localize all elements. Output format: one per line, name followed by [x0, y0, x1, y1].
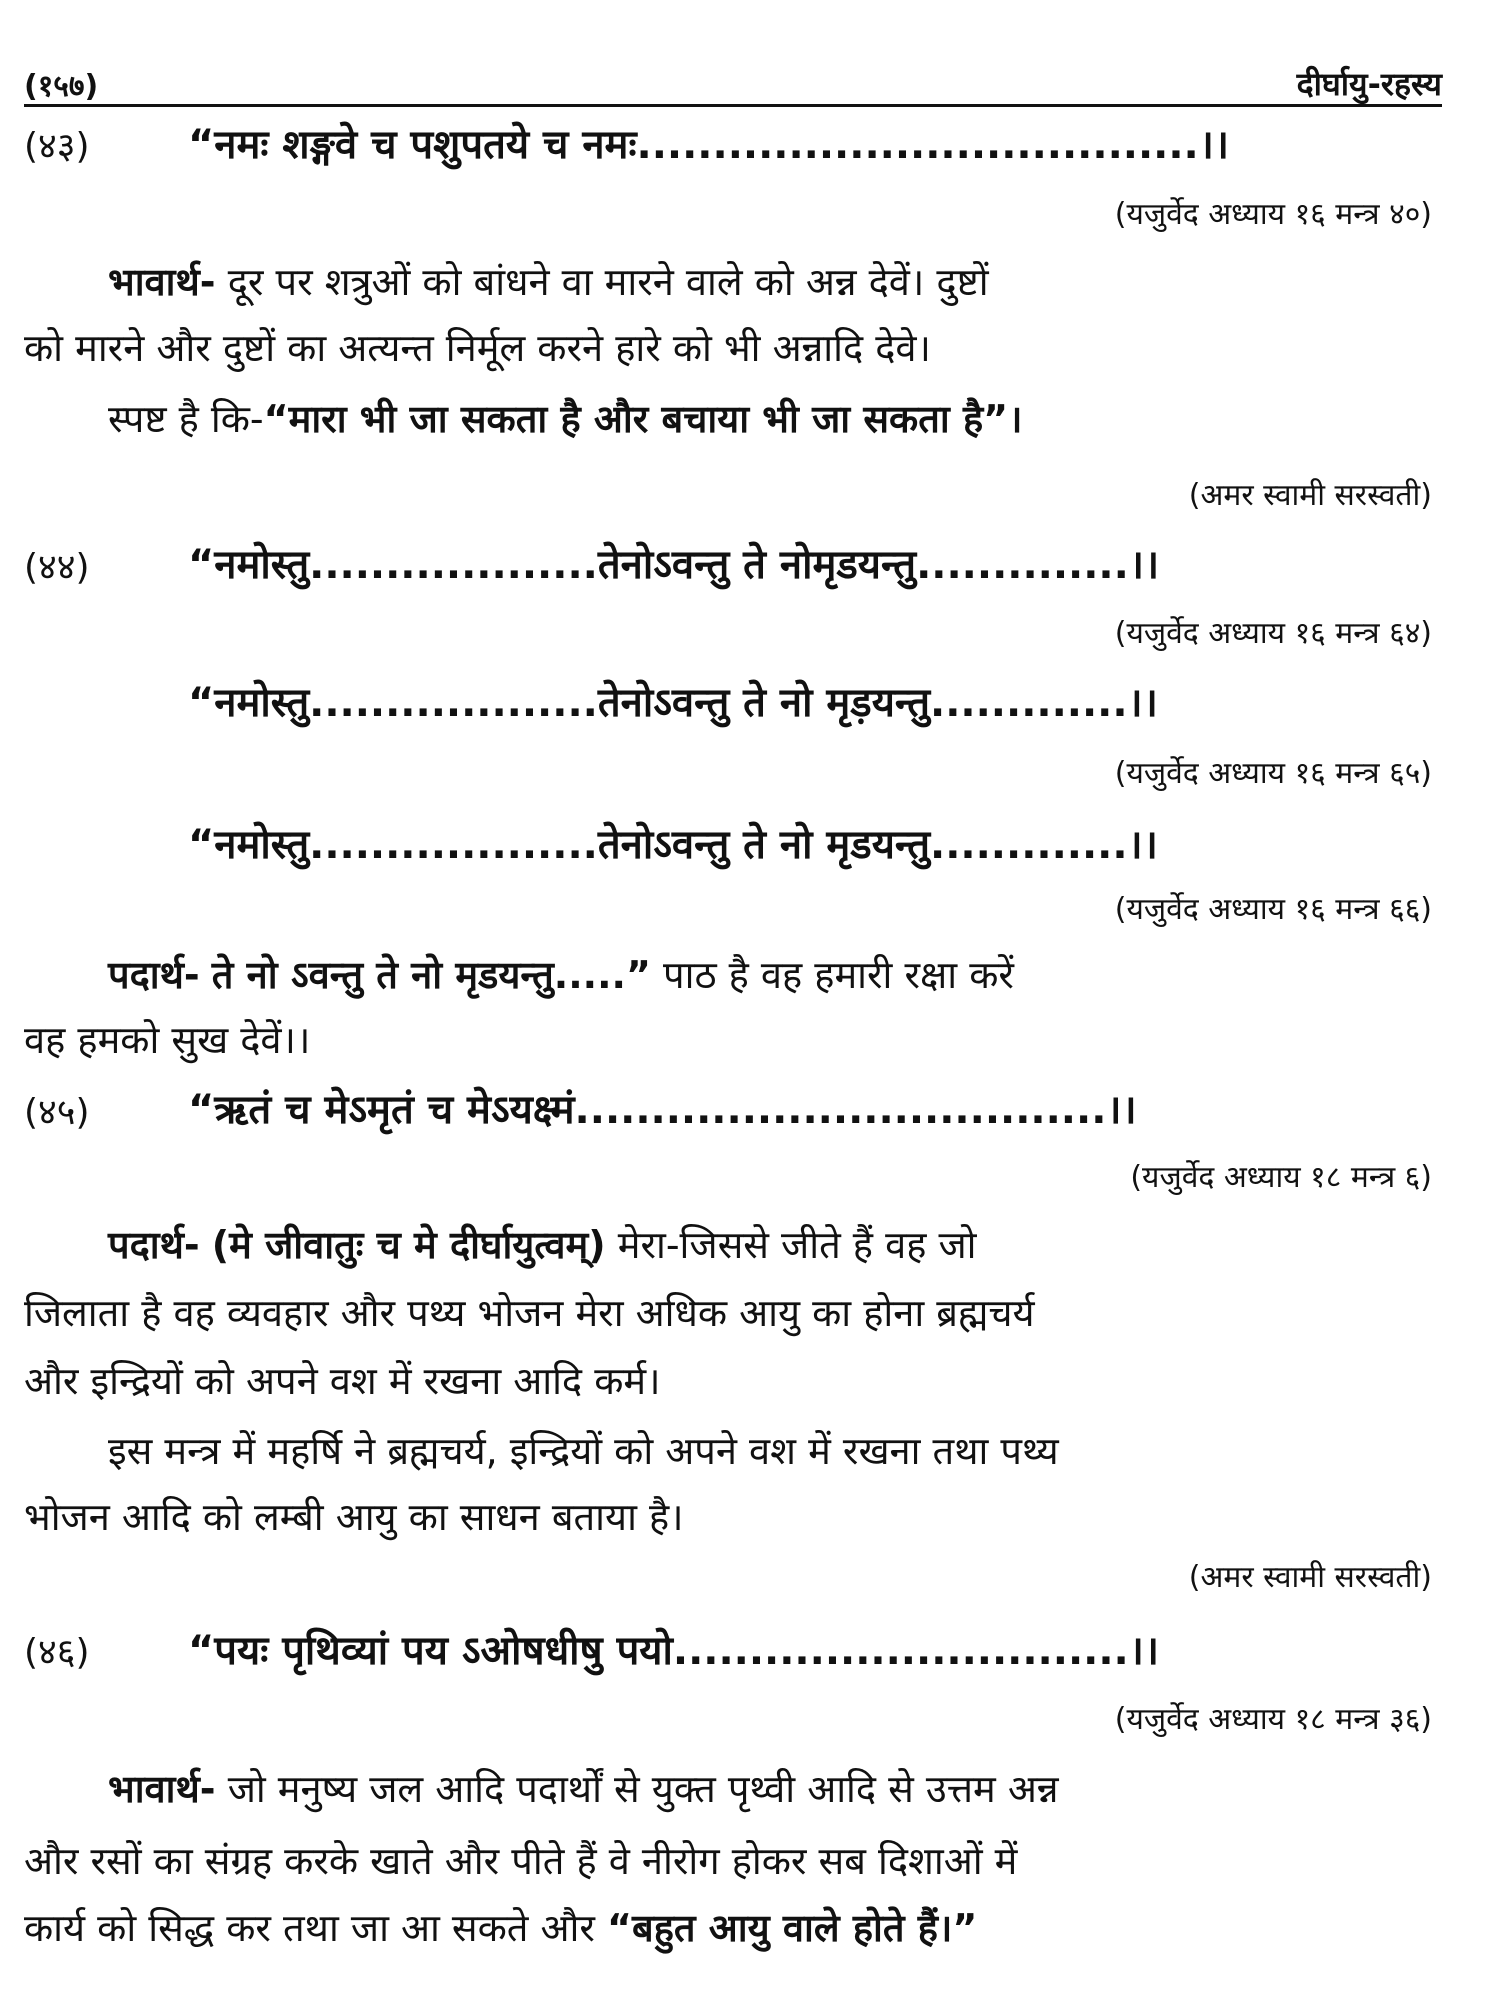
padarth-line: और इन्द्रियों को अपने वश में रखना आदि कर्म।: [24, 1359, 661, 1403]
author-credit: (अमर स्वामी सरस्वती): [1188, 1560, 1432, 1595]
mantra-reference: (यजुर्वेद अध्याय १६ मन्त्र ४०): [1114, 197, 1432, 232]
padarth-label: पदार्थ-: [108, 953, 200, 997]
bhavarth-label: भावार्थ-: [108, 260, 216, 304]
page-header: [24, 60, 1442, 107]
mantra-text: “पयः पृथिव्यां पय ऽओषधीषु पयो..............................।।: [188, 1628, 1160, 1674]
bhavarth-line: [108, 259, 989, 305]
mantra-text: “ऋतं च मेऽमृतं च मेऽयक्ष्मं...................................।।: [188, 1087, 1137, 1133]
bhavarth-text: जो मनुष्य जल आदि पदार्थों से युक्त पृथ्वी आदि से उत्तम अन्न: [227, 1767, 1059, 1811]
mantra-reference: (यजुर्वेद अध्याय १६ मन्त्र ६६): [1114, 892, 1432, 927]
padarth-line: जिलाता है वह व्यवहार और पथ्य भोजन मेरा अधिक आयु का होना ब्रह्मचर्य: [24, 1291, 1035, 1335]
mantra-reference: (यजुर्वेद अध्याय १८ मन्त्र ६): [1130, 1160, 1432, 1195]
mantra-reference: (यजुर्वेद अध्याय १८ मन्त्र ३६): [1114, 1702, 1432, 1737]
padarth-quote: ते नो ऽवन्तु ते नो मृडयन्तु.....”: [211, 953, 651, 997]
note-line: इस मन्त्र में महर्षि ने ब्रह्मचर्य, इन्द्रियों को अपने वश में रखना तथा पथ्य: [108, 1429, 1059, 1473]
mantra-reference: (यजुर्वेद अध्याय १६ मन्त्र ६५): [1114, 756, 1432, 791]
note-quote: “मारा भी जा सकता है और बचाया भी जा सकता है”।: [263, 397, 1023, 441]
padarth-text: मेरा-जिससे जीते हैं वह जो: [617, 1223, 977, 1267]
bhavarth-text: दूर पर शत्रुओं को बांधने वा मारने वाले को अन्न देवें। दुष्टों: [227, 260, 989, 304]
bhavarth-line: [108, 1766, 1059, 1812]
bhavarth-line: [24, 1905, 977, 1951]
padarth-text: पाठ है वह हमारी रक्षा करें: [663, 953, 1014, 997]
padarth-line: [108, 952, 1014, 998]
bhavarth-text: कार्य को सिद्ध कर तथा जा आ सकते और: [24, 1906, 595, 1950]
bhavarth-line: और रसों का संग्रह करके खाते और पीते हैं वे नीरोग होकर सब दिशाओं में: [24, 1839, 1018, 1883]
page-number: (१५७): [24, 69, 99, 104]
padarth-label: पदार्थ-: [108, 1223, 200, 1267]
padarth-phrase: (मे जीवातुः च मे दीर्घायुत्वम्): [211, 1223, 606, 1267]
mantra-number: (४४): [24, 547, 90, 588]
note-line: भोजन आदि को लम्बी आयु का साधन बताया है।: [24, 1495, 684, 1539]
bhavarth-line: को मारने और दुष्टों का अत्यन्त निर्मूल करने हारे को भी अन्नादि देवे।: [24, 326, 931, 370]
mantra-reference: (यजुर्वेद अध्याय १६ मन्त्र ६४): [1114, 616, 1432, 651]
mantra-text: “नमः शङ्गवे च पशुपतये च नमः.....................................।।: [188, 122, 1230, 168]
author-credit: (अमर स्वामी सरस्वती): [1188, 478, 1432, 513]
mantra-text: “नमोस्तु...................तेनोऽवन्तु ते नो मृड़यन्तु.............।।: [188, 680, 1158, 726]
mantra-number: (४५): [24, 1092, 90, 1133]
mantra-text: “नमोस्तु...................तेनोऽवन्तु ते नोमृडयन्तु..............।।: [188, 542, 1160, 588]
note-prefix: स्पष्ट है कि-: [108, 397, 264, 441]
book-title: दीर्घायु-रहस्य: [1296, 65, 1442, 103]
note-line: [108, 396, 1023, 442]
mantra-number: (४६): [24, 1632, 90, 1673]
padarth-line: वह हमको सुख देवें।।: [24, 1018, 311, 1062]
mantra-number: (४३): [24, 126, 90, 167]
padarth-line: [108, 1222, 977, 1268]
mantra-text: “नमोस्तु...................तेनोऽवन्तु ते नो मृडयन्तु.............।।: [188, 822, 1158, 868]
bhavarth-label: भावार्थ-: [108, 1767, 216, 1811]
bhavarth-quote: “बहुत आयु वाले होते हैं।”: [607, 1906, 978, 1950]
